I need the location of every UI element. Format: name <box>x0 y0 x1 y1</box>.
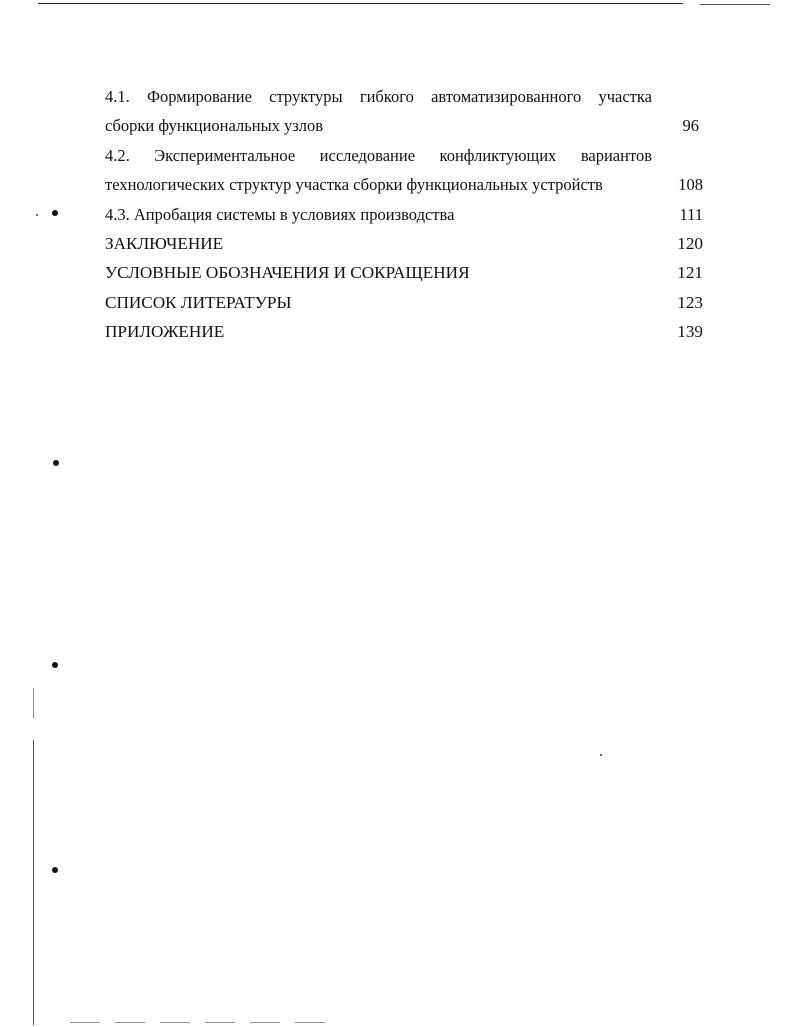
binding-hole-mark <box>52 867 58 873</box>
toc-page-number: 96 <box>682 116 699 136</box>
toc-entry-title: ПРИЛОЖЕНИЕ <box>105 322 225 342</box>
scan-top-rule-right <box>700 4 770 5</box>
toc-entry-title: УСЛОВНЫЕ ОБОЗНАЧЕНИЯ И СОКРАЩЕНИЯ <box>105 263 470 283</box>
toc-entry-4-2[interactable] <box>105 141 705 200</box>
toc-entry-title-line <box>105 200 705 229</box>
scan-speck <box>600 754 602 756</box>
toc-entry-title: ЗАКЛЮЧЕНИЕ <box>105 233 224 253</box>
toc-entry-title-line <box>105 317 705 346</box>
toc-entry-title: технологических структур участка сборки функциональных устройств <box>105 175 603 195</box>
toc-entry-conclusion[interactable] <box>105 229 705 258</box>
toc-page-number: 121 <box>677 263 703 283</box>
toc-entry-title-line <box>105 229 705 258</box>
binding-hole-mark <box>52 210 58 216</box>
toc-entry-title-line <box>105 170 705 199</box>
toc-entry-appendix[interactable] <box>105 317 705 346</box>
table-of-contents <box>105 82 705 347</box>
scan-left-edge <box>33 740 34 1025</box>
scan-top-rule <box>38 3 683 4</box>
toc-entry-title-line <box>105 111 705 140</box>
toc-entry-title: 4.1. Формирование структуры гибкого автоматизированного участка <box>105 87 652 106</box>
toc-page-number: 139 <box>677 322 703 342</box>
toc-page-number: 108 <box>678 175 703 195</box>
toc-entry-4-3[interactable] <box>105 200 705 229</box>
toc-entry-abbreviations[interactable] <box>105 258 705 287</box>
toc-page-number: 123 <box>677 292 703 312</box>
toc-entry-title: 4.2. Экспериментальное исследование конфликтующих вариантов <box>105 145 652 165</box>
scan-left-edge-mark <box>33 688 34 718</box>
toc-entry-title-line <box>105 141 705 170</box>
scan-speck <box>36 214 38 216</box>
toc-page-number: 111 <box>679 204 703 224</box>
toc-page-number: 120 <box>677 233 703 253</box>
toc-entry-references[interactable] <box>105 288 705 317</box>
binding-hole-mark <box>52 662 58 668</box>
toc-entry-title: 4.3. Апробация системы в условиях производства <box>105 204 455 224</box>
toc-entry-title-line <box>105 288 705 317</box>
toc-entry-title: СПИСОК ЛИТЕРАТУРЫ <box>105 292 292 312</box>
toc-entry-title: сборки функциональных узлов <box>105 116 324 136</box>
toc-entry-title-line <box>105 82 705 111</box>
binding-hole-mark <box>53 460 59 466</box>
toc-entry-title-line <box>105 258 705 287</box>
scan-bottom-smudge <box>70 1022 330 1023</box>
toc-entry-4-1[interactable] <box>105 82 705 141</box>
